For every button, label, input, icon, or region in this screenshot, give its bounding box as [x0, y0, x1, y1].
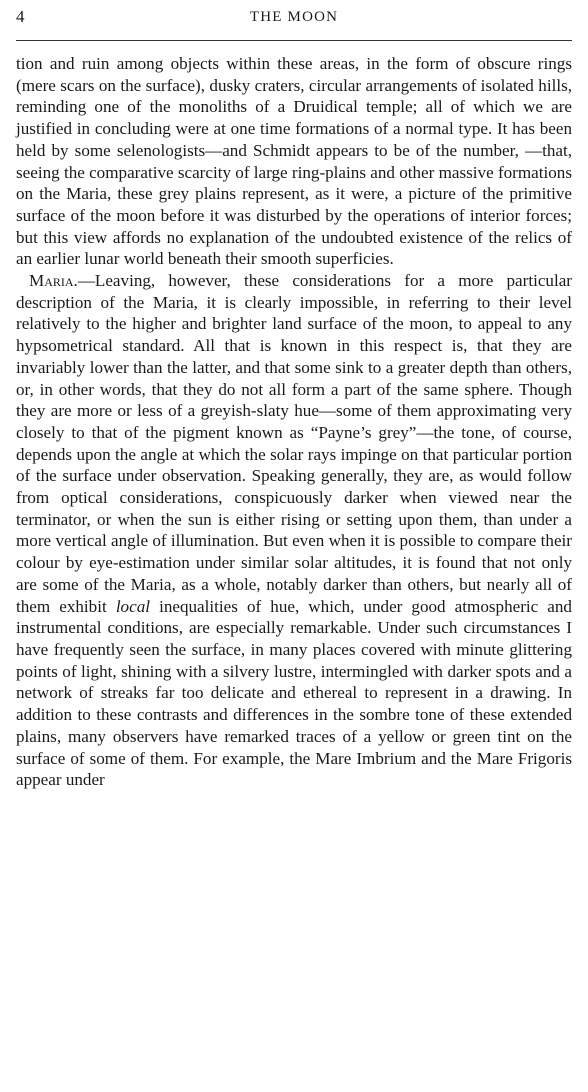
body-text	[16, 53, 572, 791]
page-number: 4	[16, 7, 25, 26]
header-rule	[16, 40, 572, 41]
paragraph-1: tion and ruin among objects within these areas, in the form of obscure rings (mere scars on the surface), dusky craters, circular arrangements of isolated hills, reminding one of the monoliths of a Druidical temple; all of which we are justified in concluding were at one time formations of a normal type. It has been held by some selenologists—and Schmidt appears to be of the number, —that, seeing the comparative scarcity of large ring-plains and other massive formations on the Maria, these grey plains represent, as it were, a picture of the primitive surface of the moon before it was disturbed by the operations of interior forces; but this view affords no explanation of the undoubted existence of the relics of an earlier lunar world beneath their smooth superficies.	[16, 54, 572, 269]
section-heading-maria: Maria.	[29, 271, 78, 291]
emphasis-local: local	[115, 596, 150, 616]
running-head: THE MOON	[249, 9, 339, 25]
paragraph-2	[16, 270, 572, 791]
paragraph-2-text-b: inequalities of hue, which, under good atmospheric and instrumental conditions, are especially remarkable. Under such circumstances I have frequently seen the surface, in many places covered with minute glittering points of light, shining with a silvery lustre, intermingled with darker spots and a network of streaks far too delicate and ethereal to represent in a drawing. In addition to these contrasts and differences in the sombre tone of these extended plains, many observers have remarked traces of a yellow or green tint on the surface of some of them. For example, the Mare Imbrium and the Mare Frigoris appear under	[16, 596, 572, 790]
page-header	[16, 6, 572, 32]
paragraph-2-text-a: —Leaving, however, these considerations for a more particular description of the Maria, it is clearly impossible, in referring to their level relatively to the higher and brighter land surface of the moon, to appeal to any hypsometrical standard. All that is known in this respect is, that they are invariably lower than the latter, and that some sink to a greater depth than others, or, in other words, that they do not all form a part of the same sphere. Though they are more or less of a greyish-slaty hue—some of them approximating very closely to that of the pigment known as “Payne’s grey”—the tone, of course, depends upon the angle at which the solar rays impinge on that particular portion of the surface under observation. Speaking generally, they are, as would follow from optical considerations, conspicuously darker when viewed near the terminator, or when the sun is either rising or setting upon them, than under a more vertical angle of illumination. But even when it is possible to compare their colour by eye-estimation under similar solar altitudes, it is found that not only are some of the Maria, as a whole, notably darker than others, but nearly all of them exhibit	[16, 271, 572, 616]
